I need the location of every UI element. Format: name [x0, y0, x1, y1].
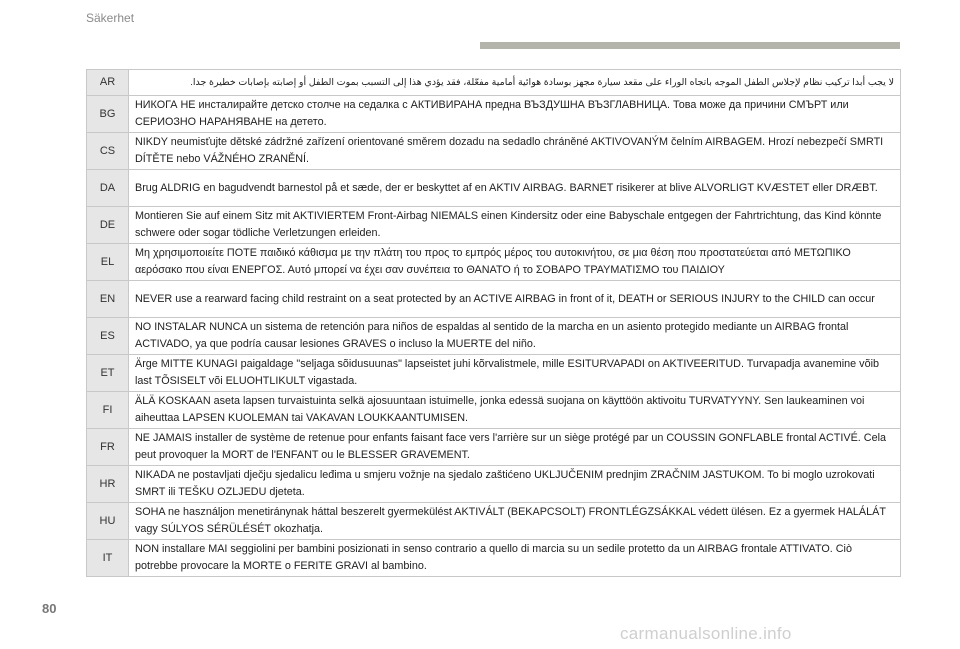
- language-code: IT: [87, 540, 129, 577]
- warning-text: SOHA ne használjon menetiránynak háttal beszerelt gyermekülést AKTIVÁLT (BEKAPCSOLT) FRONTLÉGZSÁKKAL védett ülésen. Ez a gyermek HALÁLÁT vagy SÚLYOS SÉRÜLÉSÉT okozhatja.: [129, 503, 901, 540]
- table-row: [87, 318, 901, 355]
- language-code: HU: [87, 503, 129, 540]
- language-code: BG: [87, 96, 129, 133]
- language-code: EN: [87, 281, 129, 318]
- table-row: [87, 70, 901, 96]
- language-code: FI: [87, 392, 129, 429]
- table-row: [87, 540, 901, 577]
- language-code: FR: [87, 429, 129, 466]
- table-row: [87, 281, 901, 318]
- warning-text: NO INSTALAR NUNCA un sistema de retención para niños de espaldas al sentido de la marcha en un asiento protegido mediante un AIRBAG frontal ACTIVADO, ya que podría causar lesiones GRAVES o incluso la MUERTE del niño.: [129, 318, 901, 355]
- table-row: [87, 170, 901, 207]
- warning-text: НИКОГА НЕ инсталирайте детско столче на седалка с АКТИВИРАНА предна ВЪЗДУШНА ВЪЗГЛАВНИЦА. Това може да причини СМЪРТ или СЕРИОЗНО НАРАНЯВАНЕ на детето.: [129, 96, 901, 133]
- table-row: [87, 466, 901, 503]
- language-code: ES: [87, 318, 129, 355]
- warning-text: NON installare MAI seggiolini per bambini posizionati in senso contrario a quello di marcia su un sedile protetto da un AIRBAG frontale ATTIVATO. Ciò potrebbe provocare la MORTE o FERITE GRAVI al bambino.: [129, 540, 901, 577]
- language-code: ET: [87, 355, 129, 392]
- language-code: AR: [87, 70, 129, 96]
- header-divider-bar: [480, 42, 900, 49]
- table-row: [87, 133, 901, 170]
- table-row: [87, 244, 901, 281]
- warning-text: Montieren Sie auf einem Sitz mit AKTIVIERTEM Front-Airbag NIEMALS einen Kindersitz oder eine Babyschale entgegen der Fahrtrichtung, das Kind könnte schwere oder sogar tödliche Verletzungen erleiden.: [129, 207, 901, 244]
- language-code: DE: [87, 207, 129, 244]
- language-code: DA: [87, 170, 129, 207]
- language-code: HR: [87, 466, 129, 503]
- warning-text: NIKDY neumisťujte dětské zádržné zařízení orientované směrem dozadu na sedadlo chráněné AKTIVOVANÝM čelním AIRBAGEM. Hrozí nebezpečí SMRTI DÍTĚTE nebo VÁŽNÉHO ZRANĚNÍ.: [129, 133, 901, 170]
- warning-text: Ärge MITTE KUNAGI paigaldage "seljaga sõidusuunas" lapseistet juhi kõrvalistmele, mille ESITURVAPADI on AKTIVEERITUD. Turvapadja avanemine võib last TÕSISELT või ELUOHTLIKULT vigastada.: [129, 355, 901, 392]
- table-row: [87, 355, 901, 392]
- warning-text: ÄLÄ KOSKAAN aseta lapsen turvaistuinta selkä ajosuuntaan istuimelle, jonka edessä suojana on käyttöön aktivoitu TURVATYYNY. Sen laukeaminen voi aiheuttaa LAPSEN KUOLEMAN tai VAKAVAN LOUKKAANTUMISEN.: [129, 392, 901, 429]
- warning-text: NE JAMAIS installer de système de retenue pour enfants faisant face vers l'arrière sur un siège protégé par un COUSSIN GONFLABLE frontal ACTIVÉ. Cela peut provoquer la MORT de l'ENFANT ou le BLESSER GRAVEMENT.: [129, 429, 901, 466]
- warning-text: Μη χρησιμοποιείτε ΠΟΤΕ παιδικό κάθισμα με την πλάτη του προς το εμπρός μέρος του αυτοκινήτου, σε μια θέση που προστατεύεται από ΜΕΤΩΠΙΚΟ αερόσακο που είναι ΕΝΕΡΓΟΣ. Αυτό μπορεί να έχει σαν συνέπεια το ΘΑΝΑΤΟ ή το ΣΟΒΑΡΟ ΤΡΑΥΜΑΤΙΣΜΟ του ΠΑΙΔΙΟΥ: [129, 244, 901, 281]
- table-row: [87, 96, 901, 133]
- language-code: CS: [87, 133, 129, 170]
- page-number: 80: [42, 601, 57, 616]
- warning-text: NEVER use a rearward facing child restraint on a seat protected by an ACTIVE AIRBAG in front of it, DEATH or SERIOUS INJURY to the CHILD can occur: [129, 281, 901, 318]
- language-code: EL: [87, 244, 129, 281]
- warning-rows: [87, 70, 901, 577]
- watermark: carmanualsonline.info: [620, 624, 792, 643]
- warning-text: Brug ALDRIG en bagudvendt barnestol på et sæde, der er beskyttet af en AKTIV AIRBAG. BARNET risikerer at blive ALVORLIGT KVÆSTET eller DRÆBT.: [129, 170, 901, 207]
- table-row: [87, 503, 901, 540]
- table-row: [87, 392, 901, 429]
- section-title: Säkerhet: [86, 11, 135, 25]
- warning-text: لا يجب أبدا تركيب نظام لإجلاس الطفل الموجه باتجاه الوراء على مقعد سيارة مجهز بوسادة هوائية أمامية مفعّلة، فقد يؤدي هذا إلى التسبب بموت الطفل أو إصابته بإصابات خطيرة جدا.: [129, 70, 901, 96]
- table-row: [87, 429, 901, 466]
- table-row: [87, 207, 901, 244]
- airbag-warning-table: [86, 69, 901, 577]
- warning-text: NIKADA ne postavljati dječju sjedalicu leđima u smjeru vožnje na sjedalo zaštićeno UKLJUČENIM prednjim ZRAČNIM JASTUKOM. To bi moglo uzrokovati SMRT ili TEŠKU OZLJEDU djeteta.: [129, 466, 901, 503]
